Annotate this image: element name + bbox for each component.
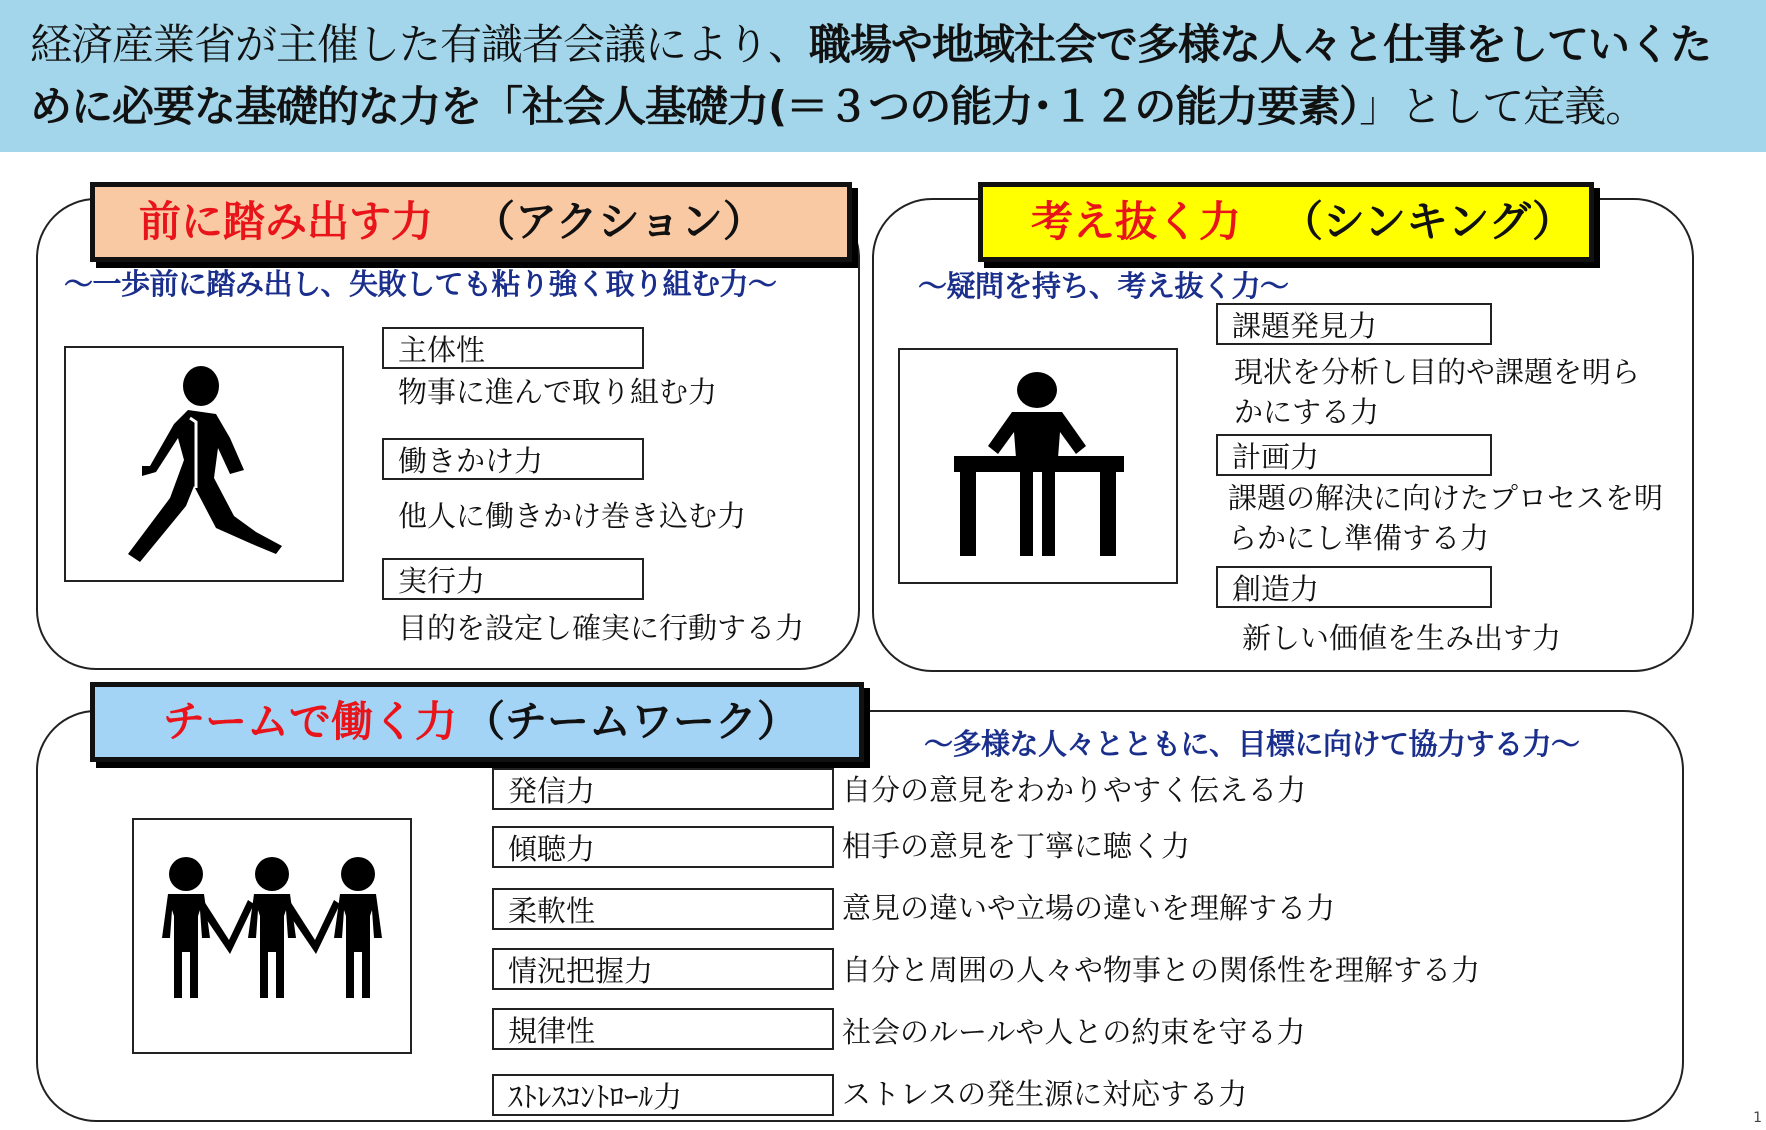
team-title-main: チームで働く力 <box>163 697 458 746</box>
action-title <box>90 182 852 262</box>
skill-desc-team-6: ストレスの発生源に対応する力 <box>842 1077 1248 1111</box>
header-text-suffix: 」として定義。 <box>1359 82 1647 131</box>
person-at-desk-svg <box>900 350 1176 582</box>
walking-person-icon <box>64 346 344 582</box>
header-text-bold: 職場や地域社会で多様な人々と仕事をしていくために必要な基礎的な力を「社会人基礎力(＝３つの能力･１２の能力要素） <box>30 20 1712 131</box>
skill-label-thinking-1: 課題発見力 <box>1216 303 1492 345</box>
skill-desc-thinking-3: 新しい価値を生み出す力 <box>1242 621 1562 655</box>
skill-label-thinking-2: 計画力 <box>1216 434 1492 476</box>
skill-label-team-2: 傾聴力 <box>492 826 834 868</box>
skill-desc-team-2: 相手の意見を丁寧に聴く力 <box>842 829 1191 863</box>
action-title-main: 前に踏み出す力 <box>139 197 434 246</box>
thinking-title-main: 考え抜く力 <box>1031 197 1242 246</box>
team-people-icon <box>132 818 412 1054</box>
header-text-prefix: 経済産業省が主催した有識者会議により、 <box>30 20 810 69</box>
skill-desc-action-3: 目的を設定し確実に行動する力 <box>398 611 805 645</box>
header-banner <box>0 0 1766 152</box>
action-subtitle: ～一歩前に踏み出し、失敗しても粘り強く取り組む力～ <box>64 267 777 301</box>
skill-desc-team-5: 社会のルールや人との約束を守る力 <box>842 1015 1306 1049</box>
action-title-paren: （アクション） <box>473 197 765 246</box>
skill-desc-thinking-2: 課題の解決に向けたプロセスを明 <box>1228 481 1664 515</box>
team-title-paren: （チームワーク） <box>463 697 800 746</box>
team-subtitle: ～多様な人々とともに、目標に向けて協力する力～ <box>924 727 1580 761</box>
skill-label-team-5: 規律性 <box>492 1008 834 1050</box>
person-at-desk-icon <box>898 348 1178 584</box>
header-text <box>30 14 1750 138</box>
team-people-svg <box>134 820 410 1052</box>
thinking-title-paren: （シンキング） <box>1281 197 1574 246</box>
skill-desc-action-1: 物事に進んで取り組む力 <box>398 375 718 409</box>
skill-desc-team-3: 意見の違いや立場の違いを理解する力 <box>842 891 1336 925</box>
skill-label-team-3: 柔軟性 <box>492 888 834 930</box>
skill-label-team-6: ｽﾄﾚｽｺﾝﾄﾛｰﾙ力 <box>492 1074 834 1116</box>
skill-desc-team-1: 自分の意見をわかりやすく伝える力 <box>842 773 1307 807</box>
thinking-title <box>978 182 1594 262</box>
team-title <box>90 682 864 762</box>
walking-person-svg <box>66 348 342 580</box>
skill-label-team-4: 情況把握力 <box>492 948 834 990</box>
thinking-subtitle: ～疑問を持ち、考え抜く力～ <box>918 269 1289 303</box>
skill-desc-action-2: 他人に働きかけ巻き込む力 <box>398 499 747 533</box>
skill-label-action-3: 実行力 <box>382 558 644 600</box>
skill-label-thinking-3: 創造力 <box>1216 566 1492 608</box>
skill-desc-thinking-1b: かにする力 <box>1234 395 1380 429</box>
skill-desc-thinking-1: 現状を分析し目的や課題を明ら <box>1234 355 1641 389</box>
skill-desc-thinking-2b: らかにし準備する力 <box>1228 521 1490 555</box>
skill-desc-team-4: 自分と周囲の人々や物事との関係性を理解する力 <box>842 953 1481 987</box>
skill-label-team-1: 発信力 <box>492 768 834 810</box>
skill-label-action-1: 主体性 <box>382 327 644 369</box>
page-number: 1 <box>1753 1110 1762 1126</box>
skill-label-action-2: 働きかけ力 <box>382 438 644 480</box>
